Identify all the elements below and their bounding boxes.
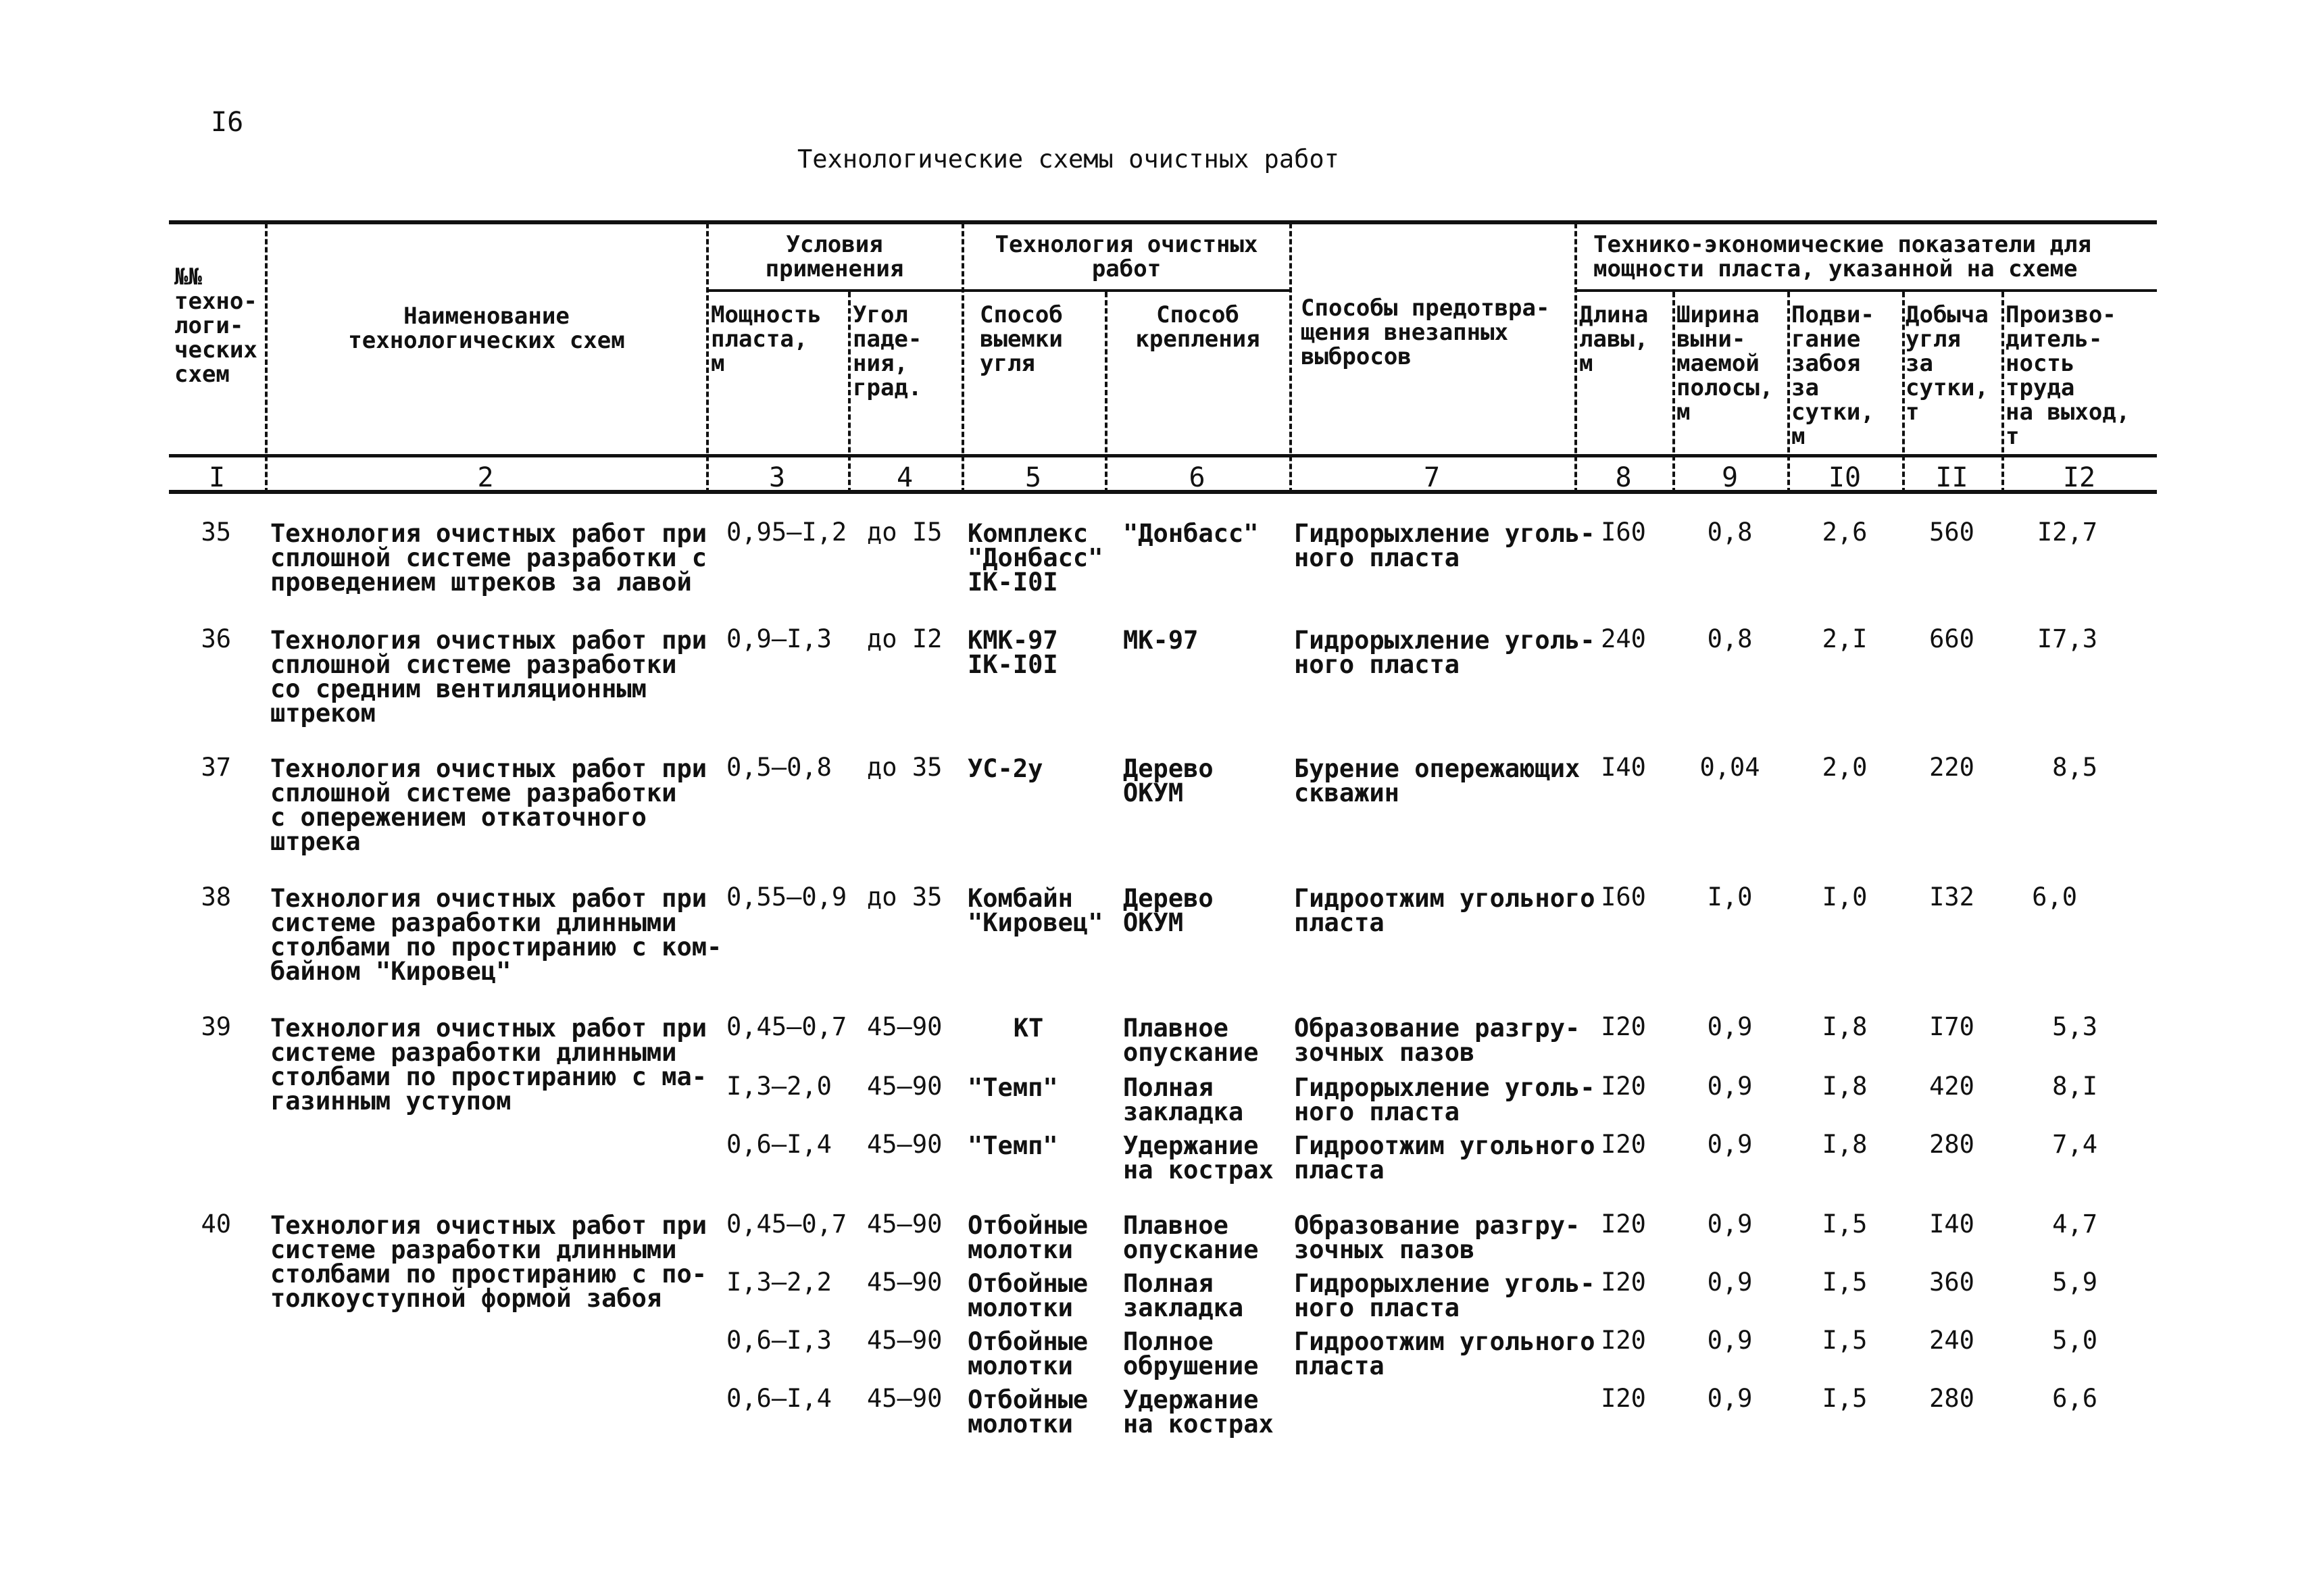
face-length: I20 xyxy=(1601,1012,1646,1041)
dip-angle: 45–90 xyxy=(867,1384,943,1413)
support-method: Дерево ОКУМ xyxy=(1123,754,1214,807)
daily-output: 240 xyxy=(1929,1326,1974,1355)
header-conditions-group: Условия применения xyxy=(765,231,904,282)
seam-thickness: 0,9–I,3 xyxy=(726,624,832,653)
header-technology-group: Технология очистных работ xyxy=(995,231,1258,282)
column-number: 3 xyxy=(768,462,786,493)
scheme-name: Технология очистных работ при системе разработки длинными столбами по простиранию с по- толкоуступной формой забоя xyxy=(270,1211,707,1313)
seam-thickness: I,3–2,2 xyxy=(726,1268,832,1297)
col-divider xyxy=(962,223,964,493)
daily-advance: I,5 xyxy=(1822,1268,1868,1297)
header-bottom-rule xyxy=(169,454,2157,457)
header-support-method: Способ крепления xyxy=(1135,301,1260,353)
strip-width: 0,9 xyxy=(1707,1326,1753,1355)
extraction-method: "Темп" xyxy=(968,1073,1058,1102)
header-strip-width: Ширина выни- маемой полосы, м xyxy=(1676,301,1774,426)
header-angle: Угол паде- ния, град. xyxy=(853,301,922,401)
col-divider xyxy=(1574,223,1577,493)
outburst-prevention: Образование разгру- зочных пазов xyxy=(1294,1014,1580,1067)
dip-angle: 45–90 xyxy=(867,1130,943,1159)
scheme-number: 38 xyxy=(201,882,231,912)
labor-productivity: I7,3 xyxy=(2037,624,2097,653)
dip-angle: 45–90 xyxy=(867,1012,943,1041)
daily-advance: I,5 xyxy=(1822,1210,1868,1239)
daily-output: 280 xyxy=(1929,1384,1974,1413)
strip-width: 0,9 xyxy=(1707,1384,1753,1413)
support-method: Плавное опускание xyxy=(1123,1014,1259,1067)
labor-productivity: I2,7 xyxy=(2037,518,2097,547)
face-length: I40 xyxy=(1601,753,1646,782)
scheme-name: Технология очистных работ при сплошной системе разработки с проведением штреков за лавой xyxy=(270,519,707,597)
dip-angle: до I2 xyxy=(867,624,943,653)
strip-width: 0,9 xyxy=(1707,1072,1753,1101)
scheme-name: Технология очистных работ при системе разработки длинными столбами по простиранию с ма- газинным уступом xyxy=(270,1014,707,1116)
labor-productivity: 8,I xyxy=(2052,1072,2097,1101)
daily-output: I32 xyxy=(1929,882,1974,912)
daily-advance: 2,I xyxy=(1822,624,1868,653)
header-outburst-prevention: Способы предотвра- щения внезапных выбросов xyxy=(1301,295,1550,370)
strip-width: 0,8 xyxy=(1707,518,1753,547)
dip-angle: до I5 xyxy=(867,518,943,547)
support-method: Удержание на кострах xyxy=(1123,1385,1274,1439)
header-indicators-group: Технико-экономические показатели для мощности пласта, указанной на схеме xyxy=(1593,231,2091,282)
daily-output: 360 xyxy=(1929,1268,1974,1297)
extraction-method: Отбойные молотки xyxy=(968,1385,1089,1439)
seam-thickness: 0,6–I,4 xyxy=(726,1384,832,1413)
labor-productivity: 6,6 xyxy=(2052,1384,2097,1413)
support-method: "Донбасс" xyxy=(1123,519,1259,548)
extraction-method: Отбойные молотки xyxy=(968,1327,1089,1380)
seam-thickness: 0,95–I,2 xyxy=(726,518,847,547)
seam-thickness: I,3–2,0 xyxy=(726,1072,832,1101)
dip-angle: 45–90 xyxy=(867,1072,943,1101)
strip-width: I,0 xyxy=(1707,882,1753,912)
daily-output: I40 xyxy=(1929,1210,1974,1239)
support-method: Полная закладка xyxy=(1123,1269,1244,1322)
scheme-number: 40 xyxy=(201,1210,231,1239)
indicators-sub-rule xyxy=(1574,289,2157,292)
outburst-prevention: Гидроотжим угольного пласта xyxy=(1294,1327,1595,1380)
outburst-prevention: Гидрорыхление уголь- ного пласта xyxy=(1294,626,1595,679)
strip-width: 0,9 xyxy=(1707,1268,1753,1297)
dip-angle: 45–90 xyxy=(867,1268,943,1297)
strip-width: 0,04 xyxy=(1699,753,1760,782)
daily-advance: I,5 xyxy=(1822,1384,1868,1413)
daily-advance: I,8 xyxy=(1822,1072,1868,1101)
extraction-method: КМК-97 IК-I0I xyxy=(968,626,1058,679)
daily-output: 220 xyxy=(1929,753,1974,782)
header-daily-advance: Подви- гание забоя за сутки, м xyxy=(1791,301,1874,450)
page-number: I6 xyxy=(211,107,244,138)
daily-advance: I,8 xyxy=(1822,1012,1868,1041)
column-number: I2 xyxy=(2062,462,2096,493)
labor-productivity: 5,3 xyxy=(2052,1012,2097,1041)
column-number: 5 xyxy=(1024,462,1042,493)
dip-angle: до 35 xyxy=(867,882,943,912)
scheme-number: 35 xyxy=(201,518,231,547)
face-length: 240 xyxy=(1601,624,1646,653)
face-length: I20 xyxy=(1601,1384,1646,1413)
daily-output: 420 xyxy=(1929,1072,1974,1101)
column-number: 7 xyxy=(1423,462,1441,493)
col-divider xyxy=(265,223,268,493)
daily-output: 560 xyxy=(1929,518,1974,547)
outburst-prevention: Гидрорыхление уголь- ного пласта xyxy=(1294,1073,1595,1126)
seam-thickness: 0,45–0,7 xyxy=(726,1012,847,1041)
header-scheme-name: Наименование технологических схем xyxy=(348,303,625,354)
seam-thickness: 0,55–0,9 xyxy=(726,882,847,912)
outburst-prevention: Гидрорыхление уголь- ного пласта xyxy=(1294,1269,1595,1322)
labor-productivity: 8,5 xyxy=(2052,753,2097,782)
support-method: Полное обрушение xyxy=(1123,1327,1259,1380)
extraction-method: Отбойные молотки xyxy=(968,1211,1089,1264)
daily-advance: 2,6 xyxy=(1822,518,1868,547)
daily-advance: I,0 xyxy=(1822,882,1868,912)
labor-productivity: 4,7 xyxy=(2052,1210,2097,1239)
table-top-rule xyxy=(169,220,2157,224)
extraction-method: Комплекс "Донбасс" IК-I0I xyxy=(968,519,1103,597)
seam-thickness: 0,45–0,7 xyxy=(726,1210,847,1239)
extraction-method: Комбайн "Кировец" xyxy=(968,884,1103,937)
face-length: I60 xyxy=(1601,882,1646,912)
column-number: 8 xyxy=(1615,462,1632,493)
support-method: Плавное опускание xyxy=(1123,1211,1259,1264)
document-title: Технологические схемы очистных работ xyxy=(797,145,1339,174)
face-length: I20 xyxy=(1601,1210,1646,1239)
strip-width: 0,9 xyxy=(1707,1130,1753,1159)
header-face-length: Длина лавы, м xyxy=(1579,301,1649,377)
col-divider xyxy=(1289,223,1292,493)
column-number: 6 xyxy=(1189,462,1205,493)
column-number: II xyxy=(1935,462,1968,493)
support-method: Дерево ОКУМ xyxy=(1123,884,1214,937)
support-method: МК-97 xyxy=(1123,626,1199,655)
col-divider xyxy=(706,223,709,493)
strip-width: 0,9 xyxy=(1707,1210,1753,1239)
outburst-prevention: Гидроотжим угольного пласта xyxy=(1294,1131,1595,1184)
seam-thickness: 0,5–0,8 xyxy=(726,753,832,782)
daily-advance: I,8 xyxy=(1822,1130,1868,1159)
labor-productivity: 6,0 xyxy=(2032,882,2077,912)
header-thickness: Мощность пласта, м xyxy=(711,301,822,377)
daily-output: 660 xyxy=(1929,624,1974,653)
seam-thickness: 0,6–I,4 xyxy=(726,1130,832,1159)
labor-productivity: 7,4 xyxy=(2052,1130,2097,1159)
face-length: I20 xyxy=(1601,1072,1646,1101)
dip-angle: 45–90 xyxy=(867,1326,943,1355)
labor-productivity: 5,9 xyxy=(2052,1268,2097,1297)
header-scheme-number: №№ техно- логи- ческих схем xyxy=(174,264,257,388)
extraction-method: КТ xyxy=(1013,1014,1044,1043)
labor-productivity: 5,0 xyxy=(2052,1326,2097,1355)
daily-advance: I,5 xyxy=(1822,1326,1868,1355)
extraction-method: "Темп" xyxy=(968,1131,1058,1160)
outburst-prevention: Гидрорыхление уголь- ного пласта xyxy=(1294,519,1595,572)
face-length: I20 xyxy=(1601,1268,1646,1297)
scheme-number: 37 xyxy=(201,753,231,782)
scheme-name: Технология очистных работ при сплошной системе разработки со средним вентиляционным штреком xyxy=(270,626,707,728)
column-number: 2 xyxy=(477,462,494,493)
column-number: I xyxy=(208,462,226,493)
conditions-sub-rule xyxy=(706,289,962,292)
daily-output: 280 xyxy=(1929,1130,1974,1159)
face-length: I20 xyxy=(1601,1326,1646,1355)
face-length: I20 xyxy=(1601,1130,1646,1159)
header-extraction-method: Способ выемки угля xyxy=(980,301,1063,377)
column-number: 4 xyxy=(896,462,914,493)
column-number: I0 xyxy=(1828,462,1862,493)
face-length: I60 xyxy=(1601,518,1646,547)
support-method: Полная закладка xyxy=(1123,1073,1244,1126)
dip-angle: до 35 xyxy=(867,753,943,782)
strip-width: 0,8 xyxy=(1707,624,1753,653)
outburst-prevention: Гидроотжим угольного пласта xyxy=(1294,884,1595,937)
daily-output: I70 xyxy=(1929,1012,1974,1041)
header-productivity: Произво- дитель- ность труда на выход, т xyxy=(2006,301,2131,450)
column-number: 9 xyxy=(1721,462,1739,493)
outburst-prevention: Бурение опережающих скважин xyxy=(1294,754,1580,807)
strip-width: 0,9 xyxy=(1707,1012,1753,1041)
scheme-name: Технология очистных работ при сплошной системе разработки с опережением откаточного штрека xyxy=(270,754,707,856)
scheme-name: Технология очистных работ при системе разработки длинными столбами по простиранию с ком- байном "Кировец" xyxy=(270,884,722,986)
extraction-method: УС-2у xyxy=(968,754,1043,783)
daily-advance: 2,0 xyxy=(1822,753,1868,782)
scheme-number: 36 xyxy=(201,624,231,653)
outburst-prevention: Образование разгру- зочных пазов xyxy=(1294,1211,1580,1264)
scheme-number: 39 xyxy=(201,1012,231,1041)
header-daily-output: Добыча угля за сутки, т xyxy=(1906,301,1989,426)
extraction-method: Отбойные молотки xyxy=(968,1269,1089,1322)
technology-sub-rule xyxy=(962,289,1289,292)
support-method: Удержание на кострах xyxy=(1123,1131,1274,1184)
seam-thickness: 0,6–I,3 xyxy=(726,1326,832,1355)
dip-angle: 45–90 xyxy=(867,1210,943,1239)
